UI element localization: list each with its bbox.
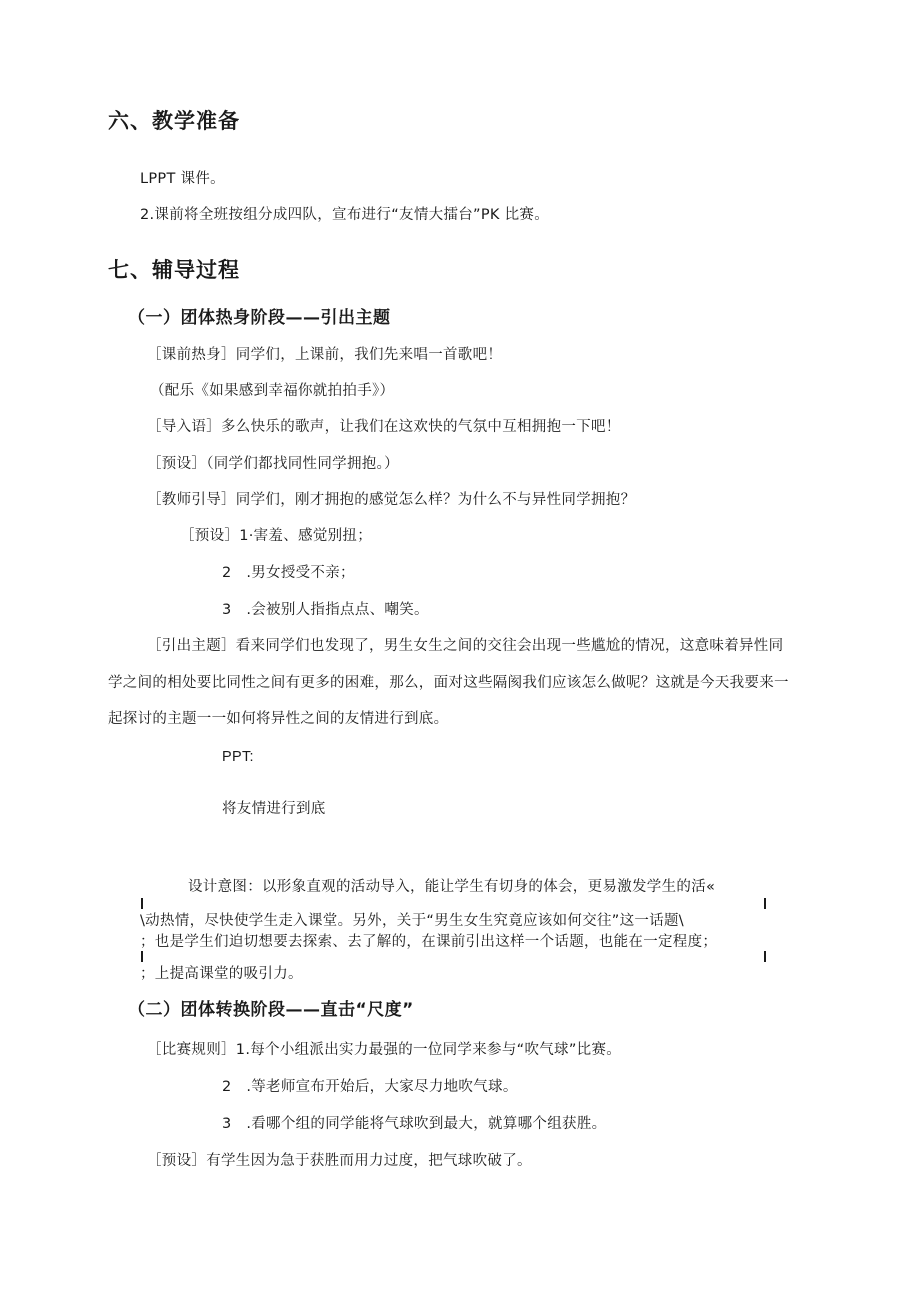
paragraph-teacher-guide: ［教师引导］同学们，刚才拥抱的感觉怎么样？为什么不与异性同学拥抱？ (147, 492, 636, 508)
prep-item-2: 2.课前将全班按组分成四队，宣布进行“友情大擂台”PK 比赛。 (140, 207, 550, 223)
design-intent-line-4: ；上提高课堂的吸引力。 (140, 966, 303, 982)
section-heading-process: 七、辅导过程 (108, 258, 240, 282)
box-border-mark (141, 951, 143, 962)
paragraph-topic-line-1: ［引出主题］看来同学们也发现了，男生女生之间的交往会出现一些尴尬的情况，这意味着异性同 (147, 638, 784, 654)
design-intent-line-3: ；也是学生们迫切想要去探索、去了解的，在课前引出这样一个话题，也能在一定程度； (140, 934, 718, 950)
paragraph-warmup: ［课前热身］同学们，上课前，我们先来唱一首歌吧！ (147, 347, 503, 363)
subsection-heading-warmup: （一）团体热身阶段——引出主题 (128, 308, 391, 328)
ppt-label: PPT: (222, 749, 254, 765)
rule-item-2: 2 .等老师宣布开始后，大家尽力地吹气球。 (222, 1079, 518, 1095)
prep-item-1: LPPT 课件。 (140, 171, 225, 187)
preset-item-2: 2 .男女授受不亲； (222, 565, 355, 581)
ppt-title: 将友情进行到底 (222, 801, 326, 817)
paragraph-topic-line-3: 起探讨的主题一一如何将异性之间的友情进行到底。 (108, 711, 449, 727)
section-heading-preparation: 六、教学准备 (108, 109, 240, 133)
box-border-mark (141, 898, 143, 909)
paragraph-topic-line-2: 学之间的相处要比同性之间有更多的困难，那么，面对这些隔阂我们应该怎么做呢？这就是今天我要来一 (108, 675, 789, 691)
paragraph-music: （配乐《如果感到幸福你就拍拍手》） (150, 383, 395, 399)
design-intent-line-1: 设计意图：以形象直观的活动导入，能让学生有切身的体会，更易激发学生的活« (188, 879, 716, 895)
paragraph-preset: ［预设］（同学们都找同性同学拥抱。） (147, 456, 399, 472)
rule-item-1: ［比赛规则］1.每个小组派出实力最强的一位同学来参与“吹气球”比赛。 (147, 1042, 622, 1058)
box-border-mark (764, 898, 766, 909)
paragraph-intro-speech: ［导入语］多么快乐的歌声，让我们在这欢快的气氛中互相拥抱一下吧！ (147, 419, 621, 435)
preset-item-1: ［预设］1·害羞、感觉别扭； (180, 528, 373, 544)
design-intent-line-2: \动热情，尽快使学生走入课堂。另外，关于“男生女生究竟应该如何交往”这一话题\ (140, 913, 684, 929)
paragraph-balloon-preset: ［预设］有学生因为急于获胜而用力过度，把气球吹破了。 (147, 1153, 532, 1169)
box-border-mark (764, 951, 766, 962)
subsection-heading-transition: （二）团体转换阶段——直击“尺度” (128, 1000, 414, 1020)
rule-item-3: 3 .看哪个组的同学能将气球吹到最大，就算哪个组获胜。 (222, 1116, 607, 1132)
preset-item-3: 3 .会被别人指指点点、嘲笑。 (222, 602, 429, 618)
